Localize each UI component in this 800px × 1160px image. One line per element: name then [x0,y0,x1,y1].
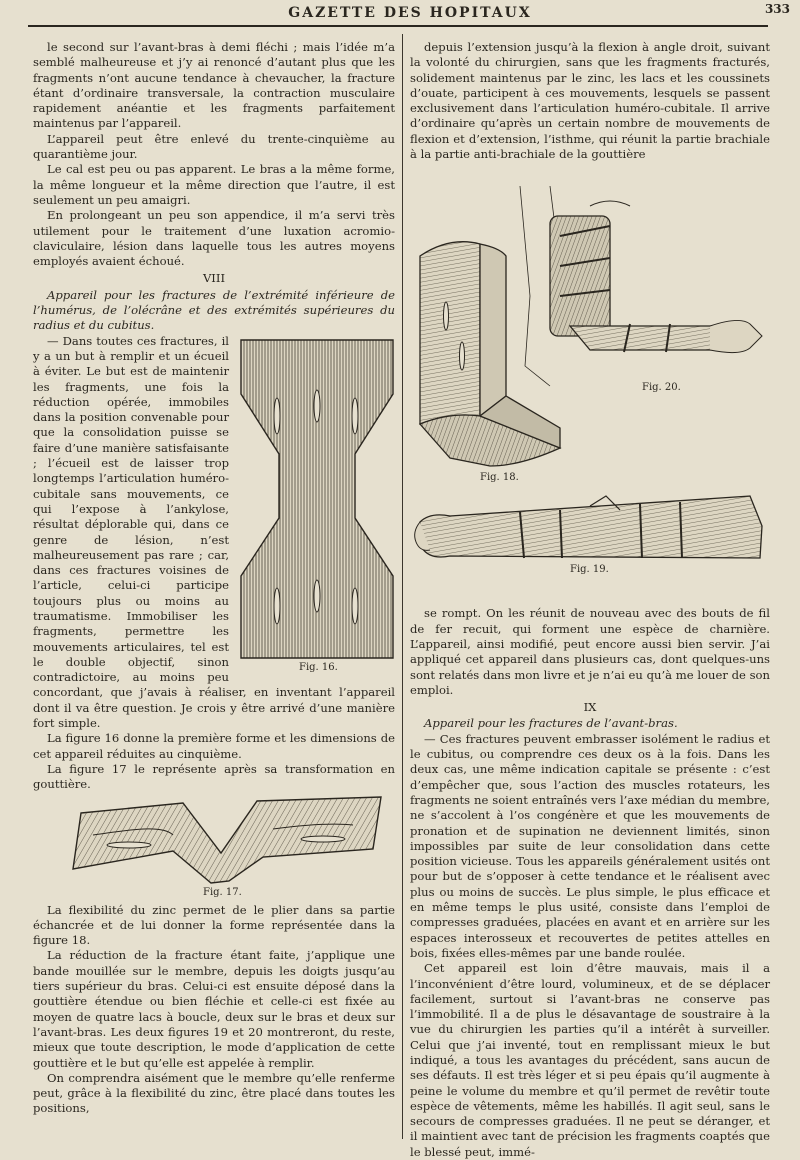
paragraph: La figure 16 donne la première forme et les dimensions de cet appareil réduites au cinquième. [33,731,395,761]
paragraph: Le cal est peu ou pas apparent. Le bras a la même forme, la même longueur et la même direction que l’autre, il est seulement un peu amaigri. [33,162,395,207]
header-rule [28,25,768,27]
fig16-label: Fig. 16. [299,661,338,673]
right-column [410,40,770,1160]
paragraph: depuis l’extension jusqu’à la flexion à angle droit, suivant la volonté du chirurgien, sans que les fragments fracturés, solidement maintenus par le zinc, les lacs et les coussinets d’ouate, participent à ces mouvements, lesquels se passent exclusivement dans l’articulation huméro-cubitale. Il arrive d’ordinaire qu’après un certain nombre de mouvements de flexion et d’extension, l’isthme, qui réunit la partie brachiale à la partie anti-brachiale de la gouttière [410,40,770,162]
fig16-drawing [237,336,397,674]
paragraph: La flexibilité du zinc permet de le plier dans sa partie échancrée et de lui donner la forme représentée dans la figure 18. [33,902,395,948]
left-column [33,40,395,1117]
fig20-arm [520,186,762,386]
paragraph: — Dans toutes ces fractures, il y a un but à remplir et un écueil à éviter. Le but est de maintenir les fragments, une fois la réduction opérée, immobiles dans la position convenable pour que la consolidation puisse se faire d’une manière satisfaisante ; l’écueil est de laisser trop longtemps l’articulation huméro-cubitale sans mouvements, ce qui l’expose à l’ankylose, résultat déplorable qui, dans ce genre de lésion, n’est malheureusement pas rare ; car, dans ces fractures voisines de l’article, celui-ci participe toujours plus ou moins au traumatisme. Immobiliser les fragments, permettre les mouvements articulaires, tel est le double objectif, sinon contradictoire, au moins peu concordant, que j’avais à réaliser, en inventant l’appareil dont il va être question. Je crois y être arrivé d’une manière fort simple. [33,333,395,731]
paragraph: — Ces fractures peuvent embrasser isolément le radius et le cubitus, ou comprendre ces deux os à la fois. Dans les deux cas, une même indication capitale se présente : c’est d’empêcher que, sous l’action des muscles rotateurs, les fragments ne soient entraînés vers l’axe médian du membre, ne s’accolent à l’os congénère et que les mouvements de pronation et de supination ne deviennent limités, sinon impossibles par suite de leur consolidation dans cette position vicieuse. Tous les appareils généralement usités ont pour but de s’opposer à cette tendance et le réalisent avec plus ou moins de succès. Le plus simple, le plus efficace et en même temps le plus usité, consiste dans l’emploi de compresses graduées, placées en avant et en arrière sur les espaces interosseux et recouvertes de petites attelles en bois, fixées elles-mêmes par une bande roulée. [410,731,770,960]
page-header [30,2,790,24]
fig18-label: Fig. 18. [480,472,519,484]
fig19-label: Fig. 19. [570,564,609,576]
figs-18-20-drawing [410,166,770,606]
paragraph: La figure 17 le représente après sa transformation en gouttière. [33,761,395,792]
section-number: IX [583,700,597,715]
fig17-label: Fig. 17. [203,886,242,898]
paragraph: le second sur l’avant-bras à demi fléchi ; mais l’idée m’a semblé malheureuse et j’y ai renoncé d’autant plus que les fragments n’ont aucune tendance à chevaucher, la fracture étant d’ordinaire transversale, la contraction musculaire rapidement anéantie et les fragments parfaitement maintenus par l’appareil. [33,40,395,131]
paragraph: La réduction de la fracture étant faite, j’applique une bande mouillée sur le membre, depuis les doigts jusqu’au tiers supérieur du bras. Celui-ci est ensuite déposé dans la gouttière étendue ou bien fléchie et celle-ci est fixée au moyen de quatre lacs à boucle, deux sur le bras et deux sur l’avant-bras. Les deux figures 19 et 20 montreront, du reste, mieux que toute description, le mode d’application de cette gouttière et le but qu’elle est appelée à remplir. [33,948,395,1070]
paragraph: L’appareil peut être enlevé du trente-cinquième au quarantième jour. [33,131,395,162]
figure-17 [33,795,395,899]
fig20-label: Fig. 20. [642,382,681,394]
fig17-drawing [33,795,395,887]
section-number: VIII [202,271,226,286]
journal-title: GAZETTE DES HOPITAUX [288,5,532,21]
section-title: Appareil pour les fractures de l’avant-bras. [424,716,678,731]
fig18-gutter [420,242,560,466]
paragraph: En prolongeant un peu son appendice, il m’a servi très utilement pour le traitement d’une luxation acromio-claviculaire, lésion dans laquelle tous les autres moyens employés avaient échoué. [33,208,395,269]
figures-18-19-20 [410,166,770,606]
paragraph: se rompt. On les réunit de nouveau avec des bouts de fil de fer recuit, qui forment une espèce de charnière. L’appareil, ainsi modifié, peut encore aussi bien servir. J’ai appliqué cet appareil dans plusieurs cas, dont quelques-uns sont relatés dans mon livre et je n’ai eu qu’à me louer de son emploi. [410,606,770,697]
section-title: Appareil pour les fractures de l’extrémité inférieure de l’humérus, de l’olécrâne et des extrémités supérieures du radius et du cubitus. [33,287,395,333]
figure-16 [237,336,397,674]
fig19-arm [415,496,762,558]
paragraph: On comprendra aisément que le membre qu’elle renferme peut, grâce à la flexibilité du zinc, être placé dans toutes les positions, [33,1070,395,1116]
paragraph: Cet appareil est loin d’être mauvais, mais il a l’inconvénient d’être lourd, volumineux, et de se déplacer facilement, surtout si l’avant-bras ne conserve pas l’immobilité. Il a de plus le désavantage de soustraire à la vue du chirurgien les parties qu’il a intérêt à surveiller. Celui que j’ai inventé, tout en remplissant mieux le but indiqué, a tous les avantages du précédent, sans aucun de ses défauts. Il est très léger et si peu épais qu’il augmente à peine le volume du membre et qu’il permet de revêtir toute espèce de vêtements, même les habillés. Il agit seul, sans le secours de compresses graduées. Il ne peut se déranger, et il maintient avec tant de précision les fragments coaptés que le blessé peut, immé- [410,961,770,1159]
page-number: 333 [764,2,790,16]
column-divider [402,34,403,1139]
